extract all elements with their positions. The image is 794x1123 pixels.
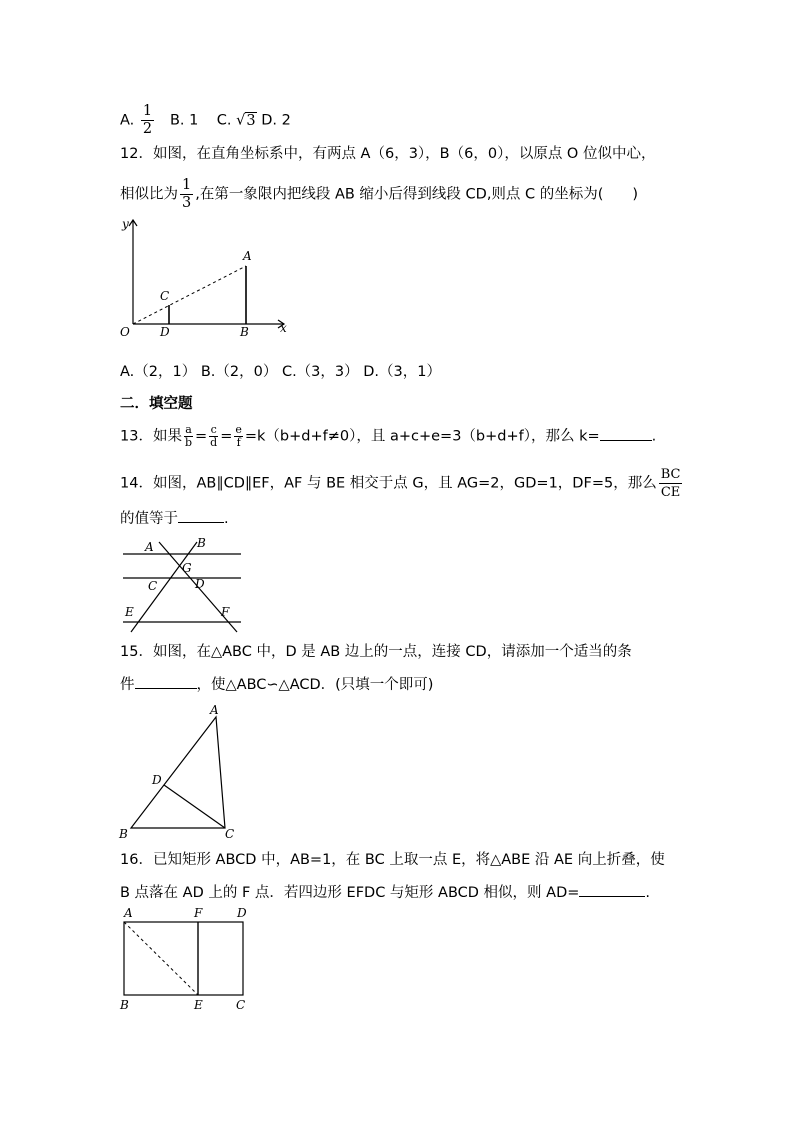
q14-question-end: 的值等于 (120, 511, 178, 527)
label-a: A (210, 703, 219, 717)
q13-answer-blank[interactable] (600, 426, 652, 441)
q12-options: A.（2，1） B.（2，0） C.（3，3） D.（3，1） (120, 364, 441, 380)
q15-answer-blank[interactable] (135, 674, 197, 689)
label-a: A (145, 540, 154, 554)
q13-frac-e-f: $\frac{e}{f}$ (235, 423, 242, 449)
q15-prefix: 件 (120, 677, 135, 693)
label-b: B (120, 998, 129, 1012)
q16-line1: 16．已知矩形 ABCD 中，AB=1，在 BC 上取一点 E，将△ABE 沿 AE 向上折叠，使 (120, 852, 665, 868)
q12-question-text: ,在第一象限内把线段 AB 缩小后得到线段 CD,则点 C 的坐标为( ) (195, 186, 639, 203)
q14-fraction-bc-ce: $\frac{BC}{CE}$ (660, 467, 681, 500)
label-e: E (125, 605, 134, 619)
label-a: A (124, 906, 133, 920)
q12-line1: 12．如图，在直角坐标系中，有两点 A（6，3），B（6，0），以原点 O 位似中心， (120, 146, 656, 162)
label-b: B (119, 827, 128, 841)
q14-period: . (224, 511, 229, 527)
line-be (131, 542, 197, 632)
q16-line2 (120, 882, 650, 903)
label-x: x (280, 321, 287, 335)
label-c: C (148, 579, 158, 593)
rectangle-abcd (124, 922, 243, 995)
q11-option-a-fraction: $\frac{1}{2}$ (142, 103, 153, 137)
label-g: G (182, 561, 192, 575)
q14-question-text: 14．如图，AB∥CD∥EF，AF 与 BE 相交于点 G，且 AG=2，GD=1，DF=5，那么 (120, 475, 657, 492)
q12-ratio-fraction: $\frac{1}{3}$ (182, 177, 192, 211)
q15-question-text: ，使△ABC∽△ACD．(只填一个即可) (196, 677, 434, 693)
q13-line: 13．如果 $\frac{a}{b}$ = $\frac{c}{d}$ = $\frac{e}{f}$ =k（b+d+f≠0），且 a+c+e=3（b+d+f），那么 k= . (120, 423, 657, 449)
label-d: D (237, 906, 247, 920)
q13-condition-text: =k（b+d+f≠0），且 a+c+e=3（b+d+f），那么 k= (244, 428, 600, 445)
q11-option-c-sqrt: √3 (236, 112, 256, 129)
q11-option-b: B. 1 (169, 112, 199, 129)
label-c: C (225, 827, 235, 841)
q11-option-c-label: C. (216, 112, 232, 129)
label-c: C (160, 289, 170, 303)
label-f: F (194, 906, 203, 920)
dashed-line-oa (133, 266, 246, 324)
label-e: E (194, 998, 203, 1012)
q15-line2 (120, 674, 433, 695)
q14-figure (115, 534, 250, 634)
q13-prefix: 13．如果 (120, 428, 182, 445)
triangle-abc (131, 717, 225, 828)
q15-figure (115, 700, 245, 845)
label-a: A (243, 249, 252, 263)
q15-line1: 15．如图，在△ABC 中，D 是 AB 边上的一点，连接 CD，请添加一个适当的条 (120, 644, 632, 660)
q11-option-a-label: A. (120, 112, 135, 129)
label-y: y (122, 217, 129, 231)
dashed-segment-ae (124, 922, 198, 995)
q11-option-d: D. 2 (261, 112, 291, 129)
q11-options (120, 103, 291, 138)
label-f: F (221, 605, 230, 619)
label-b: B (240, 325, 249, 339)
q12-line2 (120, 177, 638, 212)
label-b: B (197, 536, 206, 550)
q14-line2 (120, 508, 229, 529)
q16-period: . (645, 885, 650, 901)
label-c: C (236, 998, 246, 1012)
q13-frac-a-b: $\frac{a}{b}$ (184, 423, 192, 449)
q16-figure (115, 905, 255, 1015)
label-d: D (195, 577, 205, 591)
q16-question-text: B 点落在 AD 上的 F 点．若四边形 EFDC 与矩形 ABCD 相似，则 AD= (120, 885, 580, 901)
section-heading-fill-in: 二．填空题 (120, 396, 193, 412)
label-d: D (152, 773, 162, 787)
q14-line1 (120, 466, 684, 501)
q13-frac-c-d: $\frac{c}{d}$ (210, 423, 218, 449)
q12-figure (112, 212, 302, 342)
q14-answer-blank[interactable] (178, 508, 224, 523)
segment-cd (164, 785, 225, 828)
label-d: D (160, 325, 170, 339)
q16-answer-blank[interactable] (579, 882, 645, 897)
q12-ratio-prefix: 相似比为 (120, 186, 178, 203)
label-o: O (120, 325, 130, 339)
q13-period: . (651, 428, 657, 445)
